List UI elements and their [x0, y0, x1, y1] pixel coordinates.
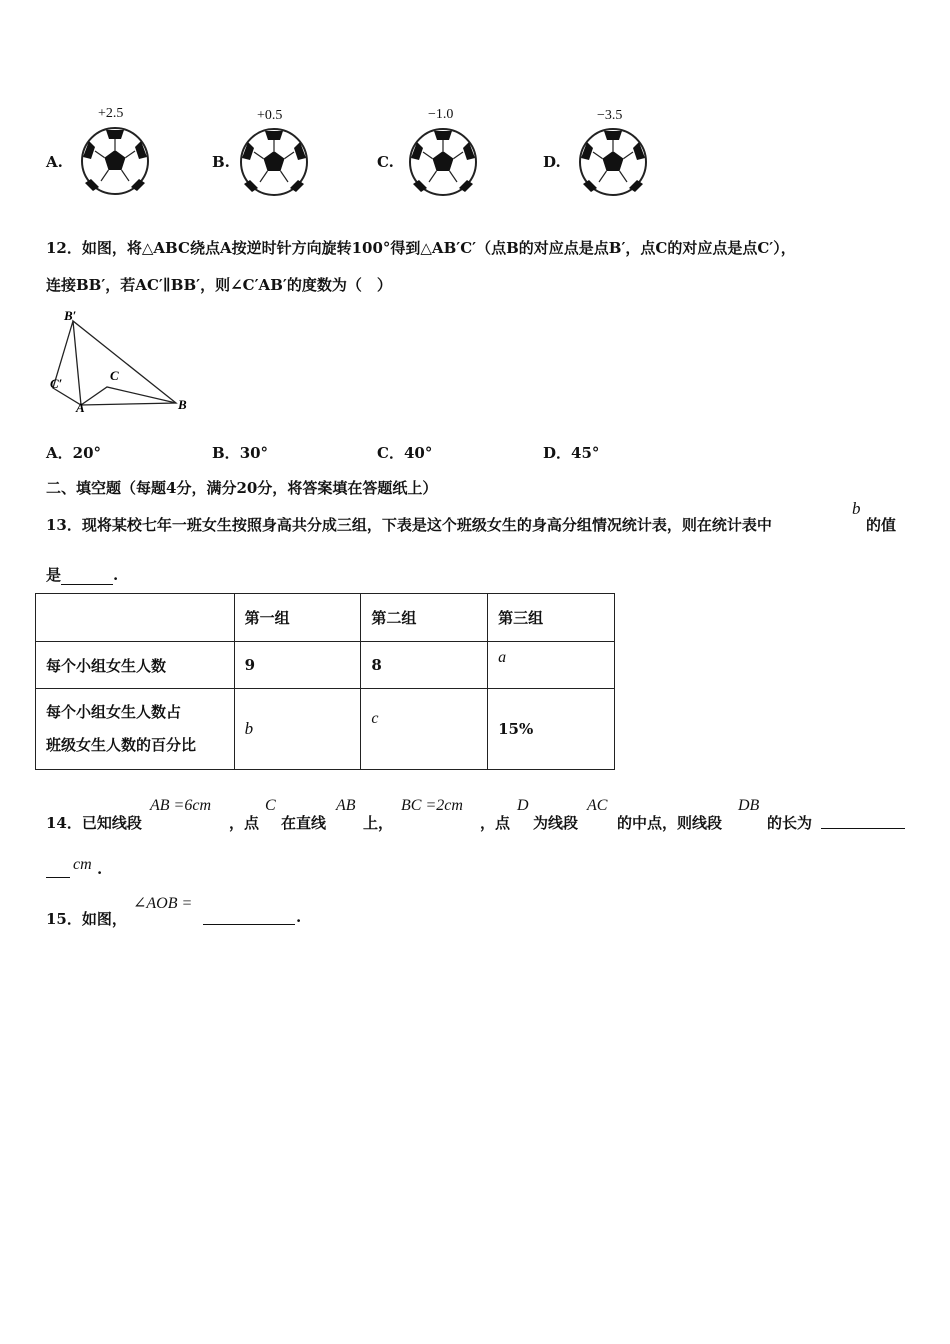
q11-option-c-label: C. — [377, 153, 394, 171]
q11-option-d-label: D. — [543, 153, 561, 171]
fig-label-c-prime: C′ — [50, 376, 63, 391]
table-row1-group1: 9 — [234, 642, 361, 689]
q13-line1-end: 的值 — [866, 516, 897, 534]
q14-text-1: 14．已知线段 — [46, 814, 142, 832]
q12-option-a: A．20° — [46, 444, 102, 462]
table-header-group1: 第一组 — [234, 594, 361, 642]
q14-math-ab: AB =6cm — [150, 797, 211, 814]
table-row2-group2: c — [361, 689, 488, 770]
table-row2-group1: b — [234, 689, 361, 770]
q13-stat-table — [35, 593, 615, 770]
answer-blank[interactable] — [203, 908, 295, 925]
table-header-group3: 第三组 — [488, 594, 615, 642]
q12-triangle-figure — [40, 305, 210, 420]
q14-text-2: ，点 — [229, 814, 260, 832]
q14-text-8: 的长为 — [767, 814, 813, 832]
table-row1-group2: 8 — [361, 642, 488, 689]
q15-text-1: 15．如图， — [46, 910, 127, 928]
fig-label-b-prime: B′ — [64, 308, 77, 323]
q11-option-b-label: B. — [212, 153, 230, 171]
q13-line2: 是 . — [46, 566, 119, 584]
table-row1-label: 每个小组女生人数 — [36, 642, 235, 689]
q14-text-6: 为线段 — [533, 814, 579, 832]
q14-math-bc: BC =2cm — [401, 797, 463, 814]
q12-line2: 连接BB′，若AC′∥BB′，则∠C′AB′的度数为（ ） — [46, 276, 392, 294]
q14-text-7: 的中点，则线段 — [617, 814, 723, 832]
fig-label-a: A — [76, 400, 85, 415]
q12-option-b: B．30° — [212, 444, 269, 462]
q12-line1: 12．如图，将△ABC绕点A按逆时针方向旋转100°得到△AB′C′（点B的对应点是点B′，点C的对应点是点C′）， — [46, 239, 796, 257]
q14-math-db: DB — [738, 797, 760, 814]
soccer-ball-icon — [239, 127, 309, 197]
answer-blank[interactable] — [821, 812, 905, 829]
q14-text-4: 上， — [363, 814, 394, 832]
q14-math-d: D — [517, 797, 529, 814]
soccer-ball-icon — [408, 127, 478, 197]
q14-text-3: 在直线 — [281, 814, 327, 832]
table-row1-group3: a — [488, 642, 615, 689]
section-2-heading: 二、填空题（每题4分，满分20分，将答案填在答题纸上） — [46, 479, 438, 497]
fig-label-b: B — [178, 397, 187, 412]
q12-option-c: C．40° — [377, 444, 433, 462]
q11-option-b-value: +0.5 — [257, 108, 283, 123]
table-row2-label: 每个小组女生人数占 班级女生人数的百分比 — [36, 689, 235, 770]
q12-option-d: D．45° — [543, 444, 600, 462]
q14-end: . — [97, 860, 103, 878]
q14-unit-cm: cm — [73, 856, 92, 873]
q15-math-angle: ∠AOB = — [133, 895, 193, 912]
fig-label-c: C — [110, 368, 119, 383]
q11-option-a-label: A. — [46, 153, 63, 171]
soccer-ball-icon — [80, 126, 150, 196]
table-row2-group3: 15% — [488, 689, 615, 770]
table-header-empty — [36, 594, 235, 642]
q11-option-a-value: +2.5 — [98, 106, 124, 121]
q11-option-d-value: −3.5 — [597, 108, 623, 123]
soccer-ball-icon — [578, 127, 648, 197]
q13-var-b: b — [852, 499, 861, 518]
q14-math-c: C — [265, 797, 276, 814]
q11-option-c-value: −1.0 — [428, 107, 454, 122]
q14-math-ac: AC — [587, 797, 608, 814]
q15-end: . — [296, 908, 302, 926]
answer-blank[interactable] — [61, 566, 113, 585]
q14-math-ab2: AB — [336, 797, 356, 814]
q13-line1: 13．现将某校七年一班女生按照身高共分成三组，下表是这个班级女生的身高分组情况统计表，则在统计表中 — [46, 516, 772, 534]
answer-blank-continued[interactable] — [46, 861, 70, 878]
table-header-group2: 第二组 — [361, 594, 488, 642]
q14-text-5: ，点 — [480, 814, 511, 832]
